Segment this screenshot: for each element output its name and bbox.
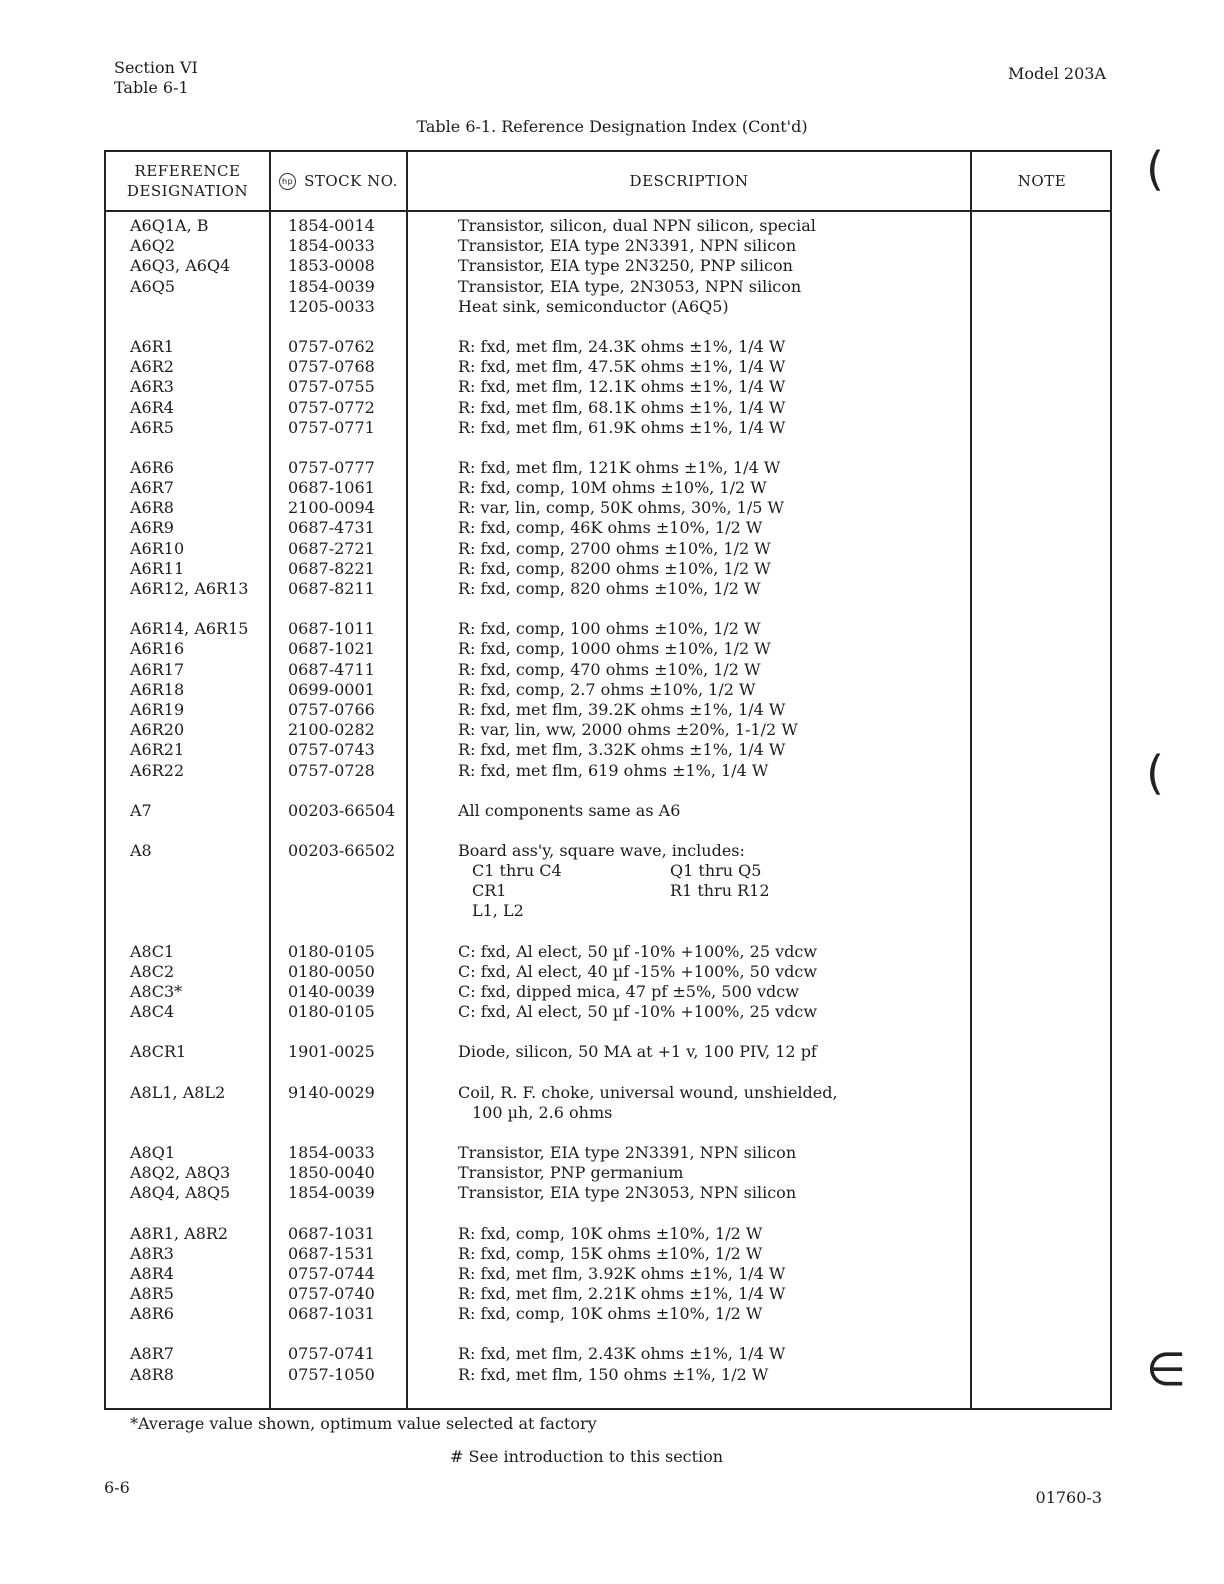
reference-cell: A6R21	[130, 740, 185, 760]
table-row	[106, 660, 1110, 680]
stock-number-cell: 0757-0741	[288, 1344, 375, 1364]
table-row	[106, 1083, 1110, 1103]
stock-number-cell: 0687-1031	[288, 1304, 375, 1324]
description-cell: R: fxd, met flm, 3.32K ohms ±1%, 1/4 W	[458, 740, 786, 760]
table-row	[106, 1042, 1110, 1062]
description-cell: R: var, lin, comp, 50K ohms, 30%, 1/5 W	[458, 498, 784, 518]
stock-number-cell: 0757-0768	[288, 357, 375, 377]
table-row	[106, 1143, 1110, 1163]
reference-cell: A6Q2	[130, 236, 176, 256]
table-row	[106, 1244, 1110, 1264]
margin-mark: (	[1146, 142, 1164, 196]
stock-number-cell: 9140-0029	[288, 1082, 375, 1102]
table-row	[106, 377, 1110, 397]
stock-number-cell: 0757-0772	[288, 397, 375, 417]
reference-cell: A6R16	[130, 639, 185, 659]
stock-number-cell: 1854-0033	[288, 1142, 375, 1162]
row-group	[106, 1083, 1110, 1123]
table-row	[106, 398, 1110, 418]
stock-number-cell: 0687-1011	[288, 619, 375, 639]
table-row	[106, 962, 1110, 982]
reference-cell: A8C2	[130, 961, 175, 981]
description-cell: R: fxd, met flm, 619 ohms ±1%, 1/4 W	[458, 760, 769, 780]
stock-number-cell: 0687-1061	[288, 478, 375, 498]
reference-cell: A6R7	[130, 478, 174, 498]
reference-cell: A6R19	[130, 699, 185, 719]
table-row	[106, 619, 1110, 639]
description-cell: R: fxd, met flm, 61.9K ohms ±1%, 1/4 W	[458, 417, 786, 437]
description-cell: Board ass'y, square wave, includes:	[458, 840, 745, 860]
table-row	[106, 1284, 1110, 1304]
column-header-stock-text: STOCK NO.	[304, 172, 398, 190]
table-row	[106, 761, 1110, 781]
reference-cell: A6R12, A6R13	[130, 579, 249, 598]
table-row	[106, 740, 1110, 760]
reference-cell: A6Q1A, B	[130, 216, 209, 235]
table-row	[106, 559, 1110, 579]
row-group	[106, 458, 1110, 599]
column-header-description: DESCRIPTION	[629, 172, 749, 190]
description-cell: Transistor, EIA type, 2N3053, NPN silicon	[458, 276, 802, 296]
table-caption: Table 6-1. Reference Designation Index (Cont'd)	[416, 117, 808, 136]
reference-cell: A7	[130, 800, 152, 820]
stock-number-cell: 2100-0094	[288, 498, 375, 518]
header-divider	[106, 210, 1110, 212]
reference-cell: A6Q5	[130, 276, 176, 296]
table-row	[106, 418, 1110, 438]
stock-number-cell: 00203-66502	[288, 840, 396, 860]
table-row	[106, 256, 1110, 276]
description-cell: R: fxd, met flm, 12.1K ohms ±1%, 1/4 W	[458, 377, 786, 397]
column-header-reference-text: REFERENCE DESIGNATION	[126, 162, 249, 200]
reference-cell: A8R6	[130, 1304, 174, 1324]
sub-item-cell: CR1	[472, 881, 507, 901]
model-label: Model 203A	[1007, 64, 1106, 83]
table-row	[106, 680, 1110, 700]
reference-cell: A6R2	[130, 357, 174, 377]
reference-cell: A6R9	[130, 518, 174, 538]
column-header-note: NOTE	[1017, 172, 1067, 190]
row-group	[106, 216, 1110, 317]
reference-cell: A8Q4, A8Q5	[130, 1183, 231, 1203]
reference-cell: A8	[130, 840, 152, 860]
stock-number-cell: 0757-0743	[288, 740, 375, 760]
description-cell: C: fxd, dipped mica, 47 pf ±5%, 500 vdcw	[458, 982, 799, 1001]
section-label: Section VI	[114, 58, 198, 77]
description-cell: Transistor, EIA type 2N3391, NPN silicon	[458, 236, 797, 256]
stock-number-cell: 0757-0777	[288, 457, 375, 477]
table-row	[106, 841, 1110, 861]
row-group	[106, 942, 1110, 1023]
table-row	[106, 277, 1110, 297]
description-cell: Heat sink, semiconductor (A6Q5)	[458, 296, 729, 316]
sub-item-cell: C1 thru C4	[472, 861, 562, 881]
reference-cell: A6R10	[130, 538, 185, 558]
description-cell: Transistor, PNP germanium	[458, 1163, 684, 1183]
description-cell: C: fxd, Al elect, 50 µf -10% +100%, 25 vdcw	[458, 1002, 818, 1022]
stock-number-cell: 0687-4731	[288, 518, 375, 538]
description-cell: R: fxd, comp, 10K ohms ±10%, 1/2 W	[458, 1304, 763, 1324]
description-cell: All components same as A6	[458, 800, 681, 820]
stock-number-cell: 0757-0762	[288, 336, 375, 356]
row-group	[106, 619, 1110, 781]
reference-cell: A8R7	[130, 1344, 174, 1364]
margin-mark: ∈	[1146, 1342, 1187, 1396]
table-row	[106, 498, 1110, 518]
table-row	[106, 1344, 1110, 1364]
margin-mark: (	[1146, 746, 1164, 800]
table-row	[106, 357, 1110, 377]
table-row	[106, 881, 1110, 901]
column-header-stock	[271, 152, 406, 210]
stock-number-cell: 0757-0755	[288, 377, 375, 397]
stock-number-cell: 1205-0033	[288, 296, 375, 316]
footnote: *Average value shown, optimum value selected at factory	[130, 1414, 597, 1433]
table-row	[106, 982, 1110, 1002]
table-row	[106, 801, 1110, 821]
reference-cell: A8R3	[130, 1243, 174, 1263]
table-row	[106, 720, 1110, 740]
stock-number-cell: 1850-0040	[288, 1163, 375, 1183]
row-group	[106, 1143, 1110, 1204]
table-row	[106, 297, 1110, 317]
reference-cell: A6R20	[130, 720, 185, 740]
hp-logo-icon: hp	[279, 173, 296, 190]
stock-number-cell: 0699-0001	[288, 679, 375, 699]
reference-cell: A8R8	[130, 1364, 174, 1384]
table-label: Table 6-1	[114, 78, 189, 97]
intro-note: # See introduction to this section	[450, 1447, 724, 1466]
reference-cell: A8R4	[130, 1263, 174, 1283]
column-header-reference	[106, 152, 269, 210]
description-cell: Transistor, EIA type 2N3053, NPN silicon	[458, 1183, 797, 1203]
table-body	[106, 216, 1110, 1405]
stock-number-cell: 0757-0771	[288, 417, 375, 437]
reference-cell: A8R5	[130, 1284, 174, 1304]
stock-number-cell: 0687-8211	[288, 579, 375, 598]
description-cell: R: fxd, comp, 820 ohms ±10%, 1/2 W	[458, 579, 761, 598]
table-row	[106, 1163, 1110, 1183]
reference-cell: A6R22	[130, 760, 185, 780]
table-row	[106, 579, 1110, 599]
table-row	[106, 901, 1110, 921]
table-row	[106, 1224, 1110, 1244]
reference-cell: A6R1	[130, 336, 174, 356]
stock-number-cell: 0140-0039	[288, 982, 375, 1001]
stock-number-cell: 1854-0033	[288, 236, 375, 256]
table-row	[106, 1264, 1110, 1284]
reference-cell: A8L1, A8L2	[130, 1082, 226, 1102]
table-row	[106, 861, 1110, 881]
sub-item-cell: 100 µh, 2.6 ohms	[472, 1102, 613, 1122]
table-row	[106, 478, 1110, 498]
page-header-left	[114, 58, 198, 98]
stock-number-cell: 1854-0039	[288, 1183, 375, 1203]
table-row	[106, 236, 1110, 256]
row-group	[106, 841, 1110, 922]
stock-number-cell: 0180-0105	[288, 941, 375, 961]
stock-number-cell: 0687-8221	[288, 558, 375, 578]
sub-item-cell: L1, L2	[472, 901, 524, 921]
stock-number-cell: 0757-0728	[288, 760, 375, 780]
table-row	[106, 518, 1110, 538]
stock-number-cell: 0757-0744	[288, 1263, 375, 1283]
table-row	[106, 337, 1110, 357]
table-row	[106, 1183, 1110, 1203]
reference-cell: A8C4	[130, 1002, 175, 1022]
reference-cell: A8Q2, A8Q3	[130, 1163, 231, 1183]
reference-cell: A6R3	[130, 377, 174, 397]
description-cell: R: fxd, met flm, 39.2K ohms ±1%, 1/4 W	[458, 699, 786, 719]
reference-cell: A6Q3, A6Q4	[130, 256, 231, 276]
description-cell: R: fxd, comp, 10M ohms ±10%, 1/2 W	[458, 478, 767, 498]
stock-number-cell: 1901-0025	[288, 1042, 375, 1062]
page-number: 6-6	[104, 1478, 130, 1497]
stock-number-cell: 2100-0282	[288, 720, 375, 740]
table-row	[106, 458, 1110, 478]
description-cell: R: fxd, comp, 100 ohms ±10%, 1/2 W	[458, 619, 761, 639]
description-cell: R: fxd, met flm, 24.3K ohms ±1%, 1/4 W	[458, 336, 786, 356]
description-cell: R: fxd, comp, 15K ohms ±10%, 1/2 W	[458, 1243, 763, 1263]
table-row	[106, 1103, 1110, 1123]
reference-cell: A8Q1	[130, 1142, 176, 1162]
stock-number-cell: 1854-0039	[288, 276, 375, 296]
table-row	[106, 1365, 1110, 1385]
reference-cell: A6R11	[130, 558, 185, 578]
description-cell: Diode, silicon, 50 MA at +1 v, 100 PIV, 12 pf	[458, 1042, 817, 1062]
description-cell: R: fxd, comp, 8200 ohms ±10%, 1/2 W	[458, 558, 771, 578]
table-row	[106, 942, 1110, 962]
description-cell: Transistor, EIA type 2N3391, NPN silicon	[458, 1142, 797, 1162]
reference-cell: A8R1, A8R2	[130, 1223, 229, 1243]
description-cell: R: fxd, comp, 470 ohms ±10%, 1/2 W	[458, 659, 761, 679]
reference-cell: A6R8	[130, 498, 174, 518]
table-row	[106, 1304, 1110, 1324]
description-cell: R: fxd, comp, 1000 ohms ±10%, 1/2 W	[458, 639, 771, 659]
document-number: 01760-3	[1035, 1488, 1102, 1507]
stock-number-cell: 0687-1531	[288, 1243, 375, 1263]
sub-item-cell: R1 thru R12	[670, 881, 770, 901]
description-cell: R: fxd, comp, 46K ohms ±10%, 1/2 W	[458, 518, 763, 538]
description-cell: R: fxd, met flm, 47.5K ohms ±1%, 1/4 W	[458, 357, 786, 377]
stock-number-cell: 1854-0014	[288, 216, 375, 235]
stock-number-cell: 0687-2721	[288, 538, 375, 558]
reference-cell: A6R5	[130, 417, 174, 437]
table-row	[106, 216, 1110, 236]
table-row	[106, 700, 1110, 720]
description-cell: R: fxd, met flm, 3.92K ohms ±1%, 1/4 W	[458, 1263, 786, 1283]
description-cell: Transistor, silicon, dual NPN silicon, special	[458, 216, 816, 235]
stock-number-cell: 0757-1050	[288, 1364, 375, 1384]
stock-number-cell: 0180-0050	[288, 961, 375, 981]
stock-number-cell: 0757-0740	[288, 1284, 375, 1304]
reference-designation-table	[104, 150, 1112, 1410]
stock-number-cell: 0687-4711	[288, 659, 375, 679]
description-cell: R: fxd, met flm, 2.43K ohms ±1%, 1/4 W	[458, 1344, 786, 1364]
reference-cell: A6R14, A6R15	[130, 619, 249, 639]
row-group	[106, 1224, 1110, 1325]
reference-cell: A6R17	[130, 659, 185, 679]
table-row	[106, 1002, 1110, 1022]
description-cell: R: fxd, comp, 2.7 ohms ±10%, 1/2 W	[458, 679, 756, 699]
table-row	[106, 539, 1110, 559]
description-cell: Transistor, EIA type 2N3250, PNP silicon	[458, 256, 793, 276]
stock-number-cell: 00203-66504	[288, 800, 396, 820]
sub-item-cell: Q1 thru Q5	[670, 861, 762, 881]
description-cell: C: fxd, Al elect, 40 µf -15% +100%, 50 vdcw	[458, 961, 818, 981]
reference-cell: A6R18	[130, 679, 185, 699]
stock-number-cell: 0180-0105	[288, 1002, 375, 1022]
reference-cell: A6R4	[130, 397, 174, 417]
stock-number-cell: 1853-0008	[288, 256, 375, 276]
row-group	[106, 801, 1110, 821]
description-cell: R: fxd, met flm, 2.21K ohms ±1%, 1/4 W	[458, 1284, 786, 1304]
stock-number-cell: 0687-1031	[288, 1223, 375, 1243]
description-cell: R: fxd, met flm, 150 ohms ±1%, 1/2 W	[458, 1364, 769, 1384]
stock-number-cell: 0687-1021	[288, 639, 375, 659]
description-cell: R: fxd, met flm, 68.1K ohms ±1%, 1/4 W	[458, 397, 786, 417]
reference-cell: A8C3*	[130, 982, 183, 1001]
row-group	[106, 1344, 1110, 1384]
description-cell: C: fxd, Al elect, 50 µf -10% +100%, 25 vdcw	[458, 941, 818, 961]
stock-number-cell: 0757-0766	[288, 699, 375, 719]
row-group	[106, 337, 1110, 438]
table-row	[106, 639, 1110, 659]
description-cell: R: fxd, comp, 10K ohms ±10%, 1/2 W	[458, 1223, 763, 1243]
reference-cell: A8CR1	[130, 1042, 187, 1062]
row-group	[106, 1042, 1110, 1062]
description-cell: R: fxd, met flm, 121K ohms ±1%, 1/4 W	[458, 457, 781, 477]
description-cell: Coil, R. F. choke, universal wound, unshielded,	[458, 1082, 838, 1102]
description-cell: R: var, lin, ww, 2000 ohms ±20%, 1-1/2 W	[458, 720, 798, 740]
description-cell: R: fxd, comp, 2700 ohms ±10%, 1/2 W	[458, 538, 771, 558]
reference-cell: A8C1	[130, 941, 175, 961]
reference-cell: A6R6	[130, 457, 174, 477]
